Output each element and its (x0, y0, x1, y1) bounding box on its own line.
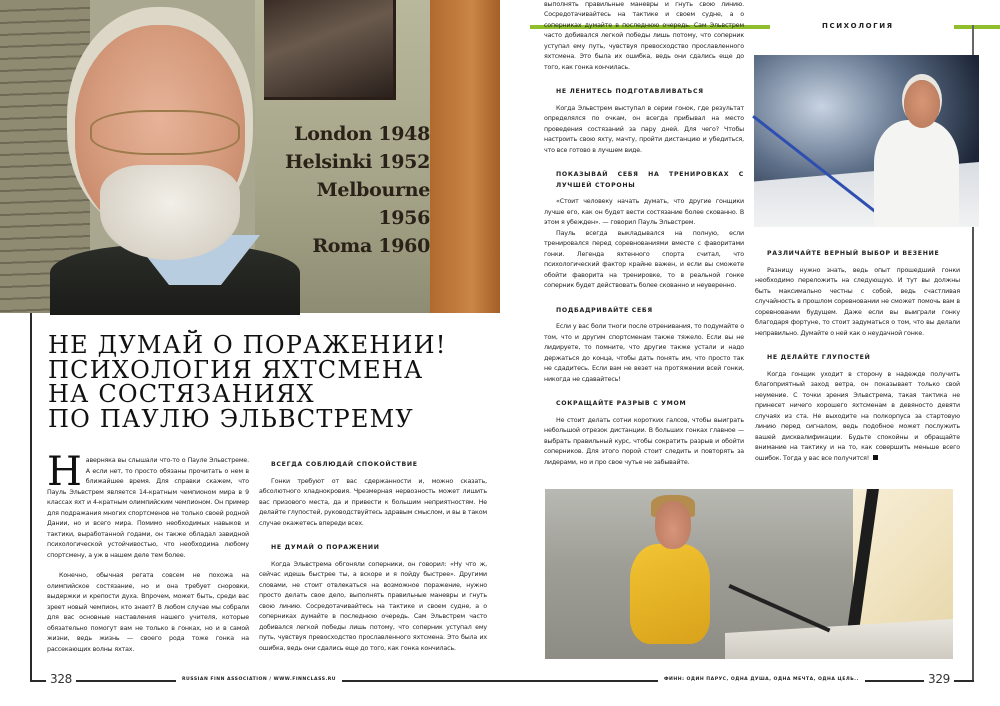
dinghy-hull (725, 619, 953, 659)
section-heading: НЕ ДУМАЙ О ПОРАЖЕНИИ (271, 544, 380, 551)
plaque-city: Melbourne 1956 (316, 179, 430, 229)
sailor-face (655, 501, 691, 549)
section-heading: СОКРАЩАЙТЕ РАЗРЫВ С УМОМ (556, 400, 687, 407)
section-heading: ВСЕГДА СОБЛЮДАЙ СПОКОЙСТВИЕ (271, 461, 418, 468)
section-heading: ПОКАЗЫВАЙ СЕБЯ НА ТРЕНИРОВКАХ С ЛУЧШЕЙ СТОРОНЫ (556, 171, 744, 189)
portrait-photo (0, 0, 500, 313)
section-paragraph-continued-window (544, 0, 744, 73)
section-heading: НЕ ДЕЛАЙТЕ ГЛУПОСТЕЙ (767, 354, 871, 361)
portrait-glasses (90, 110, 240, 155)
page-number-right: 329 (924, 672, 954, 686)
title-line: ПСИХОЛОГИЯ ЯХТСМЕНА (48, 355, 424, 384)
sailor-lifejacket (630, 544, 710, 644)
section-paragraph-window (259, 560, 487, 655)
section-heading: НЕ ЛЕНИТЕСЬ ПОДГОТАВЛИВАТЬСЯ (556, 88, 704, 95)
right-frame-line (972, 227, 974, 681)
drop-cap: Н (47, 449, 82, 495)
section-paragraph: Когда Эльвстрема обгоняли соперники, он говорил: «Ну что ж, сейчас идешь быстрее ты, а вскоре и я пойду быстрее». Другими словами, не стоит отвлекаться на возможное поражение, нужно просто делать свое дело, выполнять правильные маневры и гнуть свою линию. Сосредотачивайтесь на тактике и своем судне, а о соперниках думайте в последнюю очередь. Сам Эльвстрем часто добивался легкой победы лишь потому, что соперник уступал ему путь, чувствуя превосходство прославленного яхтсмена. Это была их ошибка, ведь они сдались еще до того, как гонка кончилась. (259, 560, 487, 652)
final-text: Когда гонщик уходит в сторону в надежде получить благоприятный заход ветра, он показывает только свой неумение. С точки зрения Эльвстрема, такая тактика не принесет ничего хорошего яхтсменам в девяносто девяти случаях из ста. Не выходите на полкорпуса за стартовую линию перед сигналом, ведь подобное может послужить вашей дисквалификации. Будьте спокойны и обращайте внимание на тактику и на то, как совершить меньше всего ошибок. Тогда у вас все получится! (755, 370, 960, 462)
title-line: ПО ПАУЛЮ ЭЛЬВСТРЕМУ (48, 404, 414, 433)
footer-right-text: ФИНН: ОДИН ПАРУС, ОДНА ДУША, ОДНА МЕЧТА, ОДНА ЦЕЛЬ.. (658, 677, 865, 682)
column-3 (544, 0, 744, 468)
plaque-cities (270, 120, 430, 260)
right-page (500, 0, 1000, 706)
section-heading: ПОДБАДРИВАЙТЕ СЕБЯ (556, 306, 653, 314)
footer-left-text: RUSSIAN FINN ASSOCIATION / WWW.FINNCLASS.RU (176, 677, 342, 682)
section-paragraph: Не стоит делать сотни коротких галсов, чтобы выиграть небольшой отрезок дистанции. В больших гонках главное — выбрать правильный курс, чтобы сократить разрыв и обойти соперников. Для этого порой стоит следить и повторять за лидерами, но и про свое чутье не забывайте. (544, 416, 744, 466)
section-paragraph: Пауль всегда выкладывался на полную, если тренировался перед соревнованиями вместе с фаворитами гонки. Легенда яхтенного спорта считал, что психологический фактор крайне важен, и если вы сможете обойти фаворита на тренировке, то в реальной гонке соперник будет действовать более скованно и неуверенно. (544, 229, 744, 289)
section-paragraph (755, 370, 960, 465)
section-heading: РАЗЛИЧАЙТЕ ВЕРНЫЙ ВЫБОР И ВЕЗЕНИЕ (767, 250, 940, 257)
portrait-beard (100, 165, 240, 260)
plaque-city: Helsinki 1952 (285, 151, 430, 173)
dinghy-photo (545, 489, 953, 659)
left-frame-line (30, 313, 32, 681)
end-mark-icon (873, 455, 878, 460)
column-1 (47, 449, 249, 655)
right-frame-top (972, 25, 974, 57)
section-paragraph-continued: выполнять правильные маневры и гнуть свою линию. Сосредотачивайтесь на тактике и своем судне, а о соперниках думайте в последнюю очередь. Сам Эльвстрем часто добивался легкой победы лишь потому, что соперник уступал ему путь, чувствуя превосходство прославленного яхтсмена. Это была их ошибка, ведь они сдались еще до того, как гонка кончилась. (544, 0, 744, 71)
page-number-left: 328 (46, 672, 76, 686)
portrait-person (60, 15, 290, 313)
lead-text: аверняка вы слышали что-то о Пауле Эльвстреме. А если нет, то просто обязаны прочитать о нем в ближайшее время. Для справки скажем, что Пауль Эльвстрем является 14-кратным чемпионом мира в 9 классах яхт и 4-кратным олимпийским чемпионом. Он пример для подражания многих спортсменов не только своей родной Дании, но и всего мира. Помимо необходимых навыков и тактики, выработанной годами, он также обладал завидной психологической устойчивостью, что необходима любому спортсмену, а уж в нашем деле тем более. (47, 457, 249, 559)
column-4 (755, 245, 960, 464)
accent-bar-right (954, 25, 1000, 29)
sailing-photo (754, 55, 979, 227)
sailor-head (904, 80, 940, 128)
title-line: НА СОСТЯЗАНИЯХ (48, 380, 315, 408)
title-line: НЕ ДУМАЙ О ПОРАЖЕНИИ! (48, 331, 447, 359)
plaque-city: Roma 1960 (312, 235, 430, 257)
section-label: ПСИХОЛОГИЯ (822, 22, 894, 30)
plaque-city: London 1948 (294, 123, 430, 145)
sailor-shirt (874, 120, 959, 227)
intro-paragraph: Конечно, обычная регата совсем не похожа на олимпийское состязание, но и она требует сноровки, выдержки и крепости духа. Впрочем, может быть, среди вас зреет новый чемпион, кто знает? В любом случае мы собрали для вас основные наставления нашего учителя, которые обязательно помогут вам не только в гонках, но и в самой жизни, ведь жизнь — своего рода тоже гонка на рассекающих волны яхтах. (47, 572, 249, 653)
lead-paragraph (47, 449, 249, 561)
section-paragraph: Когда Эльвстрем выступал в серии гонок, где результат определялся по очкам, он всегда прибывал на место проведения состязаний за пару дней. Для чего? Чтобы настроить свою яхту, мачту, пройти дистанцию и убедиться, что все готово в лучшем виде. (544, 104, 744, 154)
section-paragraph: Гонки требуют от вас сдержанности и, можно сказать, абсолютного хладнокровия. Чрезмерная нервозность может лишить вас призового места, да и привести к большим неприятностям. Не делайте глупостей, руководствуйтесь здравым смыслом, и вы в таком случае окажетесь впереди всех. (259, 477, 487, 527)
column-2 (259, 456, 487, 654)
article-title (48, 333, 488, 431)
section-paragraph: «Стоит человеку начать думать, что другие гонщики лучше его, как он будет вести состязание более скованно. В этом я убежден». — говорил Пауль Эльвстрем. (544, 198, 744, 226)
section-paragraph: Если у вас боли тноги после отренивания, то подумайте о том, что и другим спортсменам также тяжело. Если вы не лидируете, то помните, что другие также устали и надо держаться до конца, чтобы дать понять им, что просто так не сдадитесь. Если вам не везет на протяжении всей гонки, никогда не сдавайтесь! (544, 323, 744, 383)
dinghy-tiller (728, 584, 830, 632)
section-paragraph: Разницу нужно знать, ведь опыт прошедший гонки необходимо переложить на следующую. И тут вы должны быть максимально честны с собой, ведь счастливая случайность в прошлом соревновании не сможет помочь вам в соревновании будущем. Даже если вы выиграли гонку благодаря фортуне, то стоит задуматься о том, что вы делали неправильно. Думайте о ней как о неудачной гонке. (755, 266, 960, 337)
